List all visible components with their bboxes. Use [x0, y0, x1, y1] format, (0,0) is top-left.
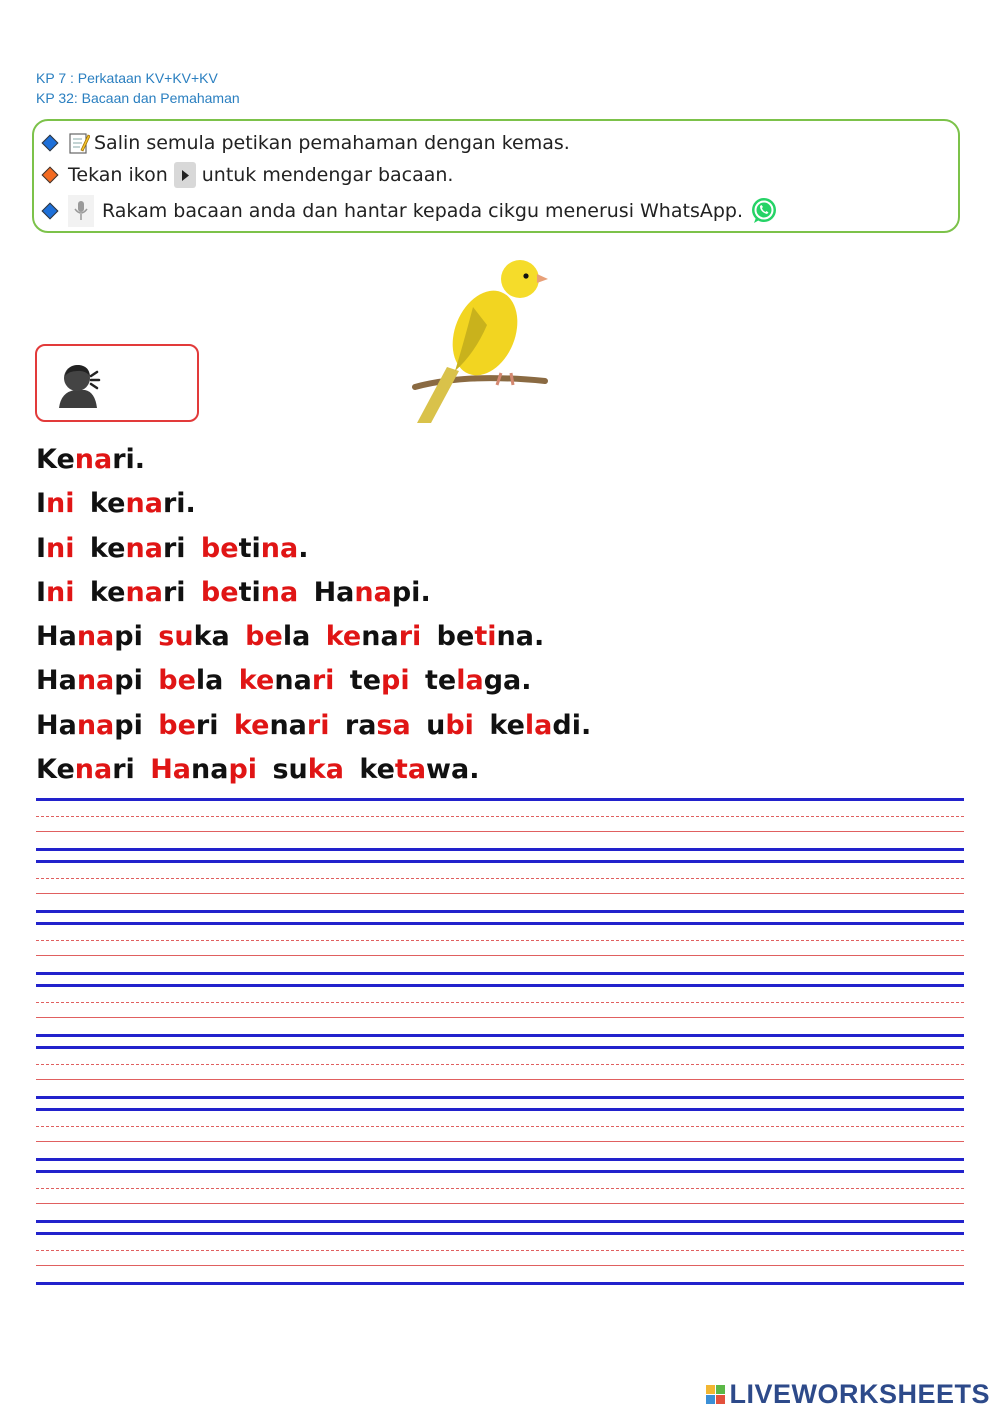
highlighted-syllable: ta [394, 754, 427, 786]
logo-letter [716, 1395, 725, 1404]
syllable: na [269, 709, 307, 741]
play-icon [174, 162, 196, 188]
highlighted-syllable: pi [381, 665, 410, 697]
blue-diamond-icon [42, 203, 59, 220]
red-guide-line [36, 955, 964, 956]
reading-line [36, 438, 591, 482]
blue-guide-line [36, 1220, 964, 1223]
writing-band[interactable] [36, 1170, 964, 1226]
logo-letter [706, 1395, 715, 1404]
highlighted-syllable: ni [46, 488, 75, 520]
syllable: na [361, 621, 399, 653]
writing-band[interactable] [36, 1046, 964, 1102]
syllable: Ke [36, 444, 75, 475]
highlighted-syllable: na [74, 444, 113, 475]
orange-diamond-icon [42, 167, 59, 184]
syllable: ra [329, 709, 377, 741]
logo-text: LIVEWORKSHEETS [729, 1379, 990, 1409]
highlighted-syllable: na [76, 665, 115, 697]
syllable: na [274, 665, 312, 697]
dashed-guide-line [36, 1002, 964, 1003]
reading-line [36, 482, 591, 526]
highlighted-syllable: bi [445, 709, 474, 741]
highlighted-syllable: su [142, 621, 194, 653]
memo-icon [68, 131, 90, 155]
syllable: ke [343, 754, 395, 786]
highlighted-syllable: Ha [134, 754, 192, 786]
speaking-head-icon [55, 362, 103, 408]
highlighted-syllable: la [456, 665, 484, 697]
reading-line [36, 659, 591, 703]
highlighted-syllable: be [142, 709, 196, 741]
highlighted-syllable: na [76, 621, 115, 653]
blue-guide-line [36, 1282, 964, 1285]
highlighted-syllable: be [185, 532, 239, 564]
syllable: ke [74, 576, 126, 608]
highlighted-syllable: be [185, 576, 239, 608]
syllable: ri. [112, 444, 146, 475]
syllable: su [257, 754, 308, 786]
handwriting-lines [36, 798, 964, 1298]
highlighted-syllable: ke [223, 665, 275, 697]
highlighted-syllable: pi [228, 754, 258, 786]
syllable: na. [496, 621, 545, 653]
highlighted-syllable: ti [474, 621, 497, 653]
syllable: wa. [426, 754, 480, 786]
writing-band[interactable] [36, 1232, 964, 1288]
dashed-guide-line [36, 1188, 964, 1189]
skill-code-kp7: KP 7 : Perkataan KV+KV+KV [36, 70, 218, 86]
syllable: u [410, 709, 446, 741]
syllable: ri [112, 754, 135, 786]
dashed-guide-line [36, 878, 964, 879]
writing-band[interactable] [36, 984, 964, 1040]
syllable: ke [473, 709, 525, 741]
canary-bird-image [405, 255, 555, 425]
syllable: Ha [36, 665, 77, 697]
red-guide-line [36, 893, 964, 894]
red-guide-line [36, 1141, 964, 1142]
writing-band[interactable] [36, 860, 964, 916]
liveworksheets-logo [706, 1379, 990, 1410]
red-guide-line [36, 1203, 964, 1204]
microphone-icon [68, 195, 94, 227]
blue-guide-line [36, 848, 964, 851]
skill-code-kp32: KP 32: Bacaan dan Pemahaman [36, 90, 240, 106]
syllable: pi. [391, 576, 431, 608]
blue-guide-line [36, 1232, 964, 1235]
highlighted-syllable: na [354, 576, 392, 608]
syllable: di. [552, 709, 592, 741]
reading-line [36, 748, 591, 792]
syllable: Ke [36, 754, 75, 786]
syllable: pi [114, 621, 143, 653]
blue-guide-line [36, 972, 964, 975]
highlighted-syllable: ni [46, 532, 75, 564]
reading-line [36, 704, 591, 748]
syllable: la [282, 621, 311, 653]
syllable: la [195, 665, 224, 697]
highlighted-syllable: ke [310, 621, 362, 653]
blue-guide-line [36, 910, 964, 913]
highlighted-syllable: ni [46, 576, 75, 608]
highlighted-syllable: ri [311, 665, 335, 697]
syllable: ti [238, 532, 261, 564]
blue-diamond-icon [42, 135, 59, 152]
dashed-guide-line [36, 1126, 964, 1127]
instructions-box [32, 119, 960, 233]
highlighted-syllable: sa [376, 709, 411, 741]
reading-line [36, 615, 591, 659]
blue-guide-line [36, 1096, 964, 1099]
highlighted-syllable: na [74, 754, 113, 786]
syllable: na [191, 754, 229, 786]
writing-band[interactable] [36, 1108, 964, 1164]
writing-band[interactable] [36, 798, 964, 854]
instruction-copy-text: Salin semula petikan pemahaman dengan kemas. [94, 132, 570, 154]
syllable: ka [193, 621, 230, 653]
writing-band[interactable] [36, 922, 964, 978]
instruction-record [40, 195, 779, 227]
dashed-guide-line [36, 1250, 964, 1251]
syllable: I [36, 488, 47, 520]
syllable: ti [238, 576, 261, 608]
highlighted-syllable: ke [218, 709, 270, 741]
highlighted-syllable: be [142, 665, 196, 697]
syllable: pi [114, 709, 143, 741]
syllable: Ha [36, 709, 77, 741]
instruction-listen-text-a: Tekan ikon [68, 164, 168, 186]
syllable: ri [195, 709, 219, 741]
instruction-record-text: Rakam bacaan anda dan hantar kepada cikgu menerusi WhatsApp. [102, 200, 743, 222]
syllable: ke [74, 532, 126, 564]
highlighted-syllable: na [125, 532, 163, 564]
dashed-guide-line [36, 816, 964, 817]
highlighted-syllable: ka [307, 754, 344, 786]
syllable: Ha [36, 621, 77, 653]
highlighted-syllable: na [125, 488, 163, 520]
blue-guide-line [36, 1034, 964, 1037]
blue-guide-line [36, 984, 964, 987]
reading-line [36, 527, 591, 571]
whatsapp-icon [749, 196, 779, 226]
syllable: I [36, 576, 47, 608]
highlighted-syllable: la [524, 709, 553, 741]
syllable: be [421, 621, 475, 653]
logo-letter [706, 1385, 715, 1394]
dashed-guide-line [36, 940, 964, 941]
logo-mark [706, 1385, 725, 1404]
highlighted-syllable: be [229, 621, 283, 653]
syllable: ri [162, 532, 186, 564]
blue-guide-line [36, 1108, 964, 1111]
red-guide-line [36, 1017, 964, 1018]
red-guide-line [36, 831, 964, 832]
logo-letter [716, 1385, 725, 1394]
highlighted-syllable: na [260, 532, 299, 564]
blue-guide-line [36, 798, 964, 801]
syllable: ke [74, 488, 126, 520]
red-guide-line [36, 1265, 964, 1266]
blue-guide-line [36, 1158, 964, 1161]
blue-guide-line [36, 922, 964, 925]
syllable: . [298, 532, 309, 564]
syllable: I [36, 532, 47, 564]
highlighted-syllable: na [260, 576, 299, 608]
blue-guide-line [36, 860, 964, 863]
syllable: te [409, 665, 457, 697]
syllable: ri. [162, 488, 196, 520]
reading-line [36, 571, 591, 615]
instruction-listen [40, 162, 453, 188]
highlighted-syllable: ri [306, 709, 330, 741]
highlighted-syllable: na [76, 709, 115, 741]
syllable: te [334, 665, 382, 697]
blue-guide-line [36, 1170, 964, 1173]
syllable: pi [114, 665, 143, 697]
syllable: ga. [483, 665, 532, 697]
blue-guide-line [36, 1046, 964, 1049]
highlighted-syllable: ri [398, 621, 422, 653]
red-guide-line [36, 1079, 964, 1080]
dashed-guide-line [36, 1064, 964, 1065]
syllable: ri [162, 576, 186, 608]
highlighted-syllable: na [125, 576, 163, 608]
instruction-listen-text-b: untuk mendengar bacaan. [201, 164, 454, 186]
syllable: Ha [298, 576, 355, 608]
audio-listen-box[interactable] [35, 344, 199, 422]
instruction-copy [40, 131, 570, 155]
reading-passage [36, 438, 591, 792]
